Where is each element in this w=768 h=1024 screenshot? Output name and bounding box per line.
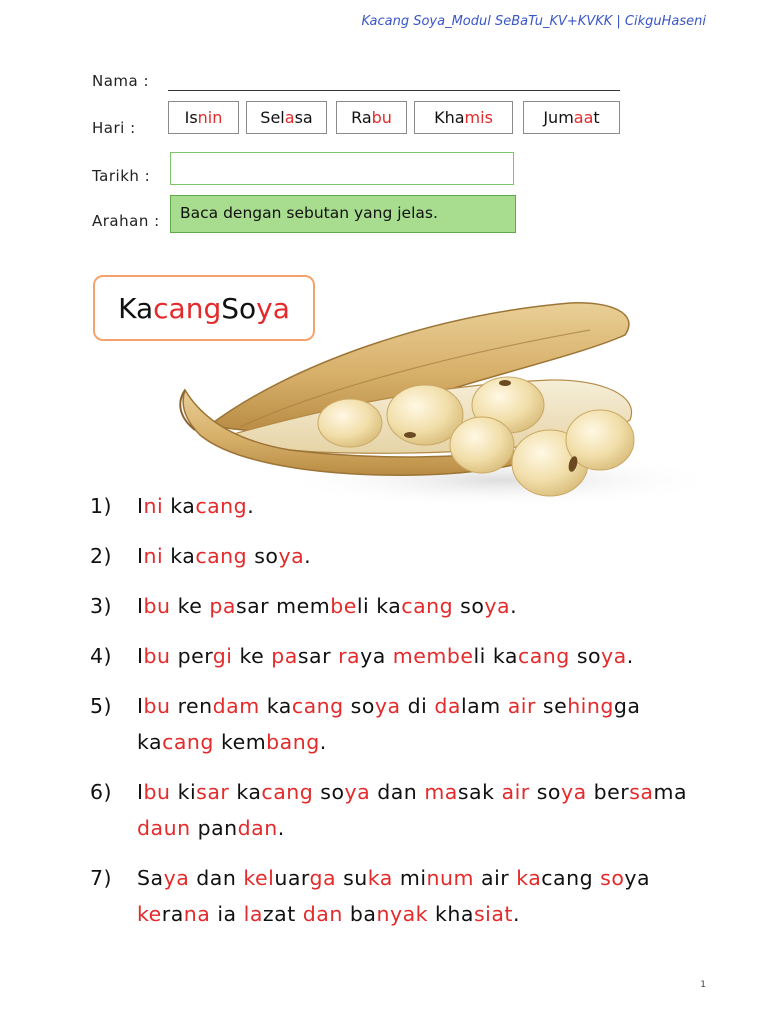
text-segment: lam — [460, 694, 508, 718]
highlighted-syllable: ka — [516, 866, 542, 890]
text-segment: se — [535, 694, 568, 718]
text-segment: ma — [653, 780, 688, 804]
highlighted-syllable: cang — [195, 544, 248, 568]
text-segment: zat — [262, 902, 303, 926]
sentence-number: 2) — [90, 544, 113, 568]
highlighted-syllable: da — [434, 694, 461, 718]
highlighted-syllable: ya — [484, 594, 511, 618]
highlighted-syllable: so — [600, 866, 625, 890]
text-segment: so — [529, 780, 561, 804]
highlighted-syllable: ya — [374, 694, 401, 718]
day-selasa[interactable] — [246, 101, 327, 134]
highlighted-syllable: dan — [237, 816, 278, 840]
highlighted-syllable: air — [507, 694, 536, 718]
sentence-item — [90, 638, 702, 674]
sentence-text — [137, 860, 702, 932]
sentence-number: 7) — [90, 866, 113, 890]
highlighted-syllable: ma — [424, 780, 458, 804]
highlighted-syllable: nin — [197, 108, 223, 127]
text-segment: t — [593, 108, 600, 127]
text-segment: ya — [624, 866, 651, 890]
highlighted-syllable: mis — [464, 108, 493, 127]
text-segment: ka — [163, 494, 196, 518]
text-segment: so — [247, 544, 279, 568]
text-segment: di — [400, 694, 435, 718]
highlighted-syllable: ka — [367, 866, 393, 890]
text-segment: . — [626, 644, 634, 668]
highlighted-syllable: air — [501, 780, 530, 804]
text-segment: ya — [360, 644, 393, 668]
text-segment: ka — [259, 694, 292, 718]
highlighted-syllable: sa — [629, 780, 654, 804]
tarikh-label: Tarikh : — [92, 167, 151, 185]
text-segment: I — [137, 544, 144, 568]
text-segment: Sa — [137, 866, 164, 890]
highlighted-syllable: ra — [338, 644, 361, 668]
sentence-text — [137, 688, 702, 760]
text-segment: ka — [163, 544, 196, 568]
highlighted-syllable: la — [243, 902, 263, 926]
highlighted-syllable: siat — [473, 902, 513, 926]
text-segment: air — [473, 866, 517, 890]
nama-label: Nama : — [92, 72, 150, 90]
highlighted-syllable: be — [330, 594, 357, 618]
highlighted-syllable: ke — [137, 902, 162, 926]
page-number: 1 — [700, 980, 706, 990]
highlighted-syllable: cang — [162, 730, 214, 754]
highlighted-syllable: cang — [517, 644, 570, 668]
highlighted-syllable: a — [284, 108, 295, 127]
highlighted-syllable: cang — [291, 694, 344, 718]
sentence-number: 4) — [90, 644, 113, 668]
sentence-list — [90, 488, 702, 946]
highlighted-syllable: ni — [143, 544, 164, 568]
sentence-text — [137, 488, 702, 524]
highlighted-syllable: ya — [560, 780, 587, 804]
hari-label: Hari : — [92, 119, 136, 137]
day-khamis[interactable] — [414, 101, 513, 134]
text-segment: sar — [297, 644, 339, 668]
arahan-label: Arahan : — [92, 212, 160, 230]
day-isnin[interactable] — [168, 101, 239, 134]
text-segment: cang — [541, 866, 601, 890]
sentence-item — [90, 488, 702, 524]
sentence-number: 6) — [90, 780, 113, 804]
text-segment: li ka — [473, 644, 518, 668]
sentence-number: 5) — [90, 694, 113, 718]
highlighted-syllable: daun — [137, 816, 191, 840]
text-segment: I — [137, 494, 144, 518]
text-segment: Ra — [351, 108, 372, 127]
text-segment: . — [510, 594, 518, 618]
highlighted-syllable: ya — [256, 291, 290, 325]
text-segment: mi — [392, 866, 427, 890]
text-segment: so — [343, 694, 375, 718]
highlighted-syllable: ga — [309, 866, 337, 890]
sentence-text — [137, 538, 702, 574]
highlighted-syllable: ni — [143, 494, 164, 518]
highlighted-syllable: pa — [271, 644, 298, 668]
text-segment: pan — [190, 816, 238, 840]
text-segment: Jum — [543, 108, 574, 127]
text-segment: per — [170, 644, 213, 668]
text-segment: ren — [170, 694, 213, 718]
text-segment: ke — [170, 594, 210, 618]
text-segment: I — [137, 694, 144, 718]
text-segment: Kha — [434, 108, 465, 127]
text-segment: ga ka — [137, 694, 641, 754]
text-segment: kha — [428, 902, 474, 926]
highlighted-syllable: gi — [212, 644, 233, 668]
highlighted-syllable: aa — [573, 108, 594, 127]
highlighted-syllable: pa — [209, 594, 236, 618]
text-segment: li ka — [356, 594, 402, 618]
text-segment: dan — [370, 780, 425, 804]
text-segment: ber — [586, 780, 630, 804]
text-segment: sak — [457, 780, 502, 804]
text-segment: ki — [170, 780, 197, 804]
text-segment: . — [304, 544, 312, 568]
text-segment: . — [319, 730, 327, 754]
text-segment: ka — [229, 780, 262, 804]
text-segment: so — [453, 594, 485, 618]
highlighted-syllable: ya — [601, 644, 627, 668]
day-jumaat[interactable] — [523, 101, 620, 134]
text-segment: so — [313, 780, 345, 804]
sentence-number: 1) — [90, 494, 113, 518]
sentence-item — [90, 860, 702, 932]
text-segment: . — [247, 494, 255, 518]
highlighted-syllable: ya — [278, 544, 305, 568]
text-segment: so — [569, 644, 602, 668]
text-segment: ra — [161, 902, 184, 926]
text-segment: Is — [184, 108, 198, 127]
highlighted-syllable: na — [183, 902, 211, 926]
sentence-number: 3) — [90, 594, 113, 618]
text-segment: su — [336, 866, 368, 890]
sentence-item — [90, 588, 702, 624]
sentence-item — [90, 688, 702, 760]
text-segment: Sel — [260, 108, 285, 127]
highlighted-syllable: hing — [567, 694, 614, 718]
text-segment: sa — [294, 108, 313, 127]
highlighted-syllable: ya — [163, 866, 190, 890]
text-segment: . — [512, 902, 520, 926]
sentence-text — [137, 774, 702, 846]
text-segment: sar mem — [235, 594, 331, 618]
text-segment: I — [137, 780, 144, 804]
highlighted-syllable: bu — [143, 644, 171, 668]
text-segment: ia — [210, 902, 244, 926]
nama-line[interactable] — [168, 90, 620, 91]
day-rabu[interactable] — [336, 101, 407, 134]
text-segment: ke — [232, 644, 272, 668]
highlighted-syllable: cang — [195, 494, 248, 518]
highlighted-syllable: bang — [266, 730, 320, 754]
highlighted-syllable: bu — [143, 780, 171, 804]
sentence-text — [137, 588, 702, 624]
highlighted-syllable: nyak — [376, 902, 429, 926]
text-segment: Ka — [118, 291, 154, 325]
highlighted-syllable: cang — [153, 291, 222, 325]
text-segment: kem — [213, 730, 267, 754]
highlighted-syllable: membe — [392, 644, 474, 668]
highlighted-syllable: num — [426, 866, 474, 890]
highlighted-syllable: bu — [143, 694, 171, 718]
arahan-box: Baca dengan sebutan yang jelas. — [170, 195, 516, 233]
sentence-item — [90, 774, 702, 846]
highlighted-syllable: cang — [401, 594, 454, 618]
highlighted-syllable: cang — [261, 780, 314, 804]
sentence-text — [137, 638, 702, 674]
text-segment: I — [137, 594, 144, 618]
highlighted-syllable: dam — [212, 694, 260, 718]
text-segment: . — [277, 816, 285, 840]
sentence-item — [90, 538, 702, 574]
highlighted-syllable: bu — [143, 594, 171, 618]
highlighted-syllable: bu — [371, 108, 392, 127]
text-segment: So — [221, 291, 257, 325]
page-title — [93, 275, 315, 341]
text-segment: dan — [189, 866, 244, 890]
highlighted-syllable: kel — [243, 866, 275, 890]
text-segment: uar — [274, 866, 310, 890]
text-segment: ba — [342, 902, 377, 926]
tarikh-field[interactable] — [170, 152, 514, 185]
highlighted-syllable: sar — [196, 780, 230, 804]
highlighted-syllable: ya — [344, 780, 371, 804]
header-note: Kacang Soya_Modul SeBaTu_KV+KVKK | CikguHaseni — [361, 14, 706, 29]
highlighted-syllable: dan — [302, 902, 343, 926]
text-segment: I — [137, 644, 144, 668]
